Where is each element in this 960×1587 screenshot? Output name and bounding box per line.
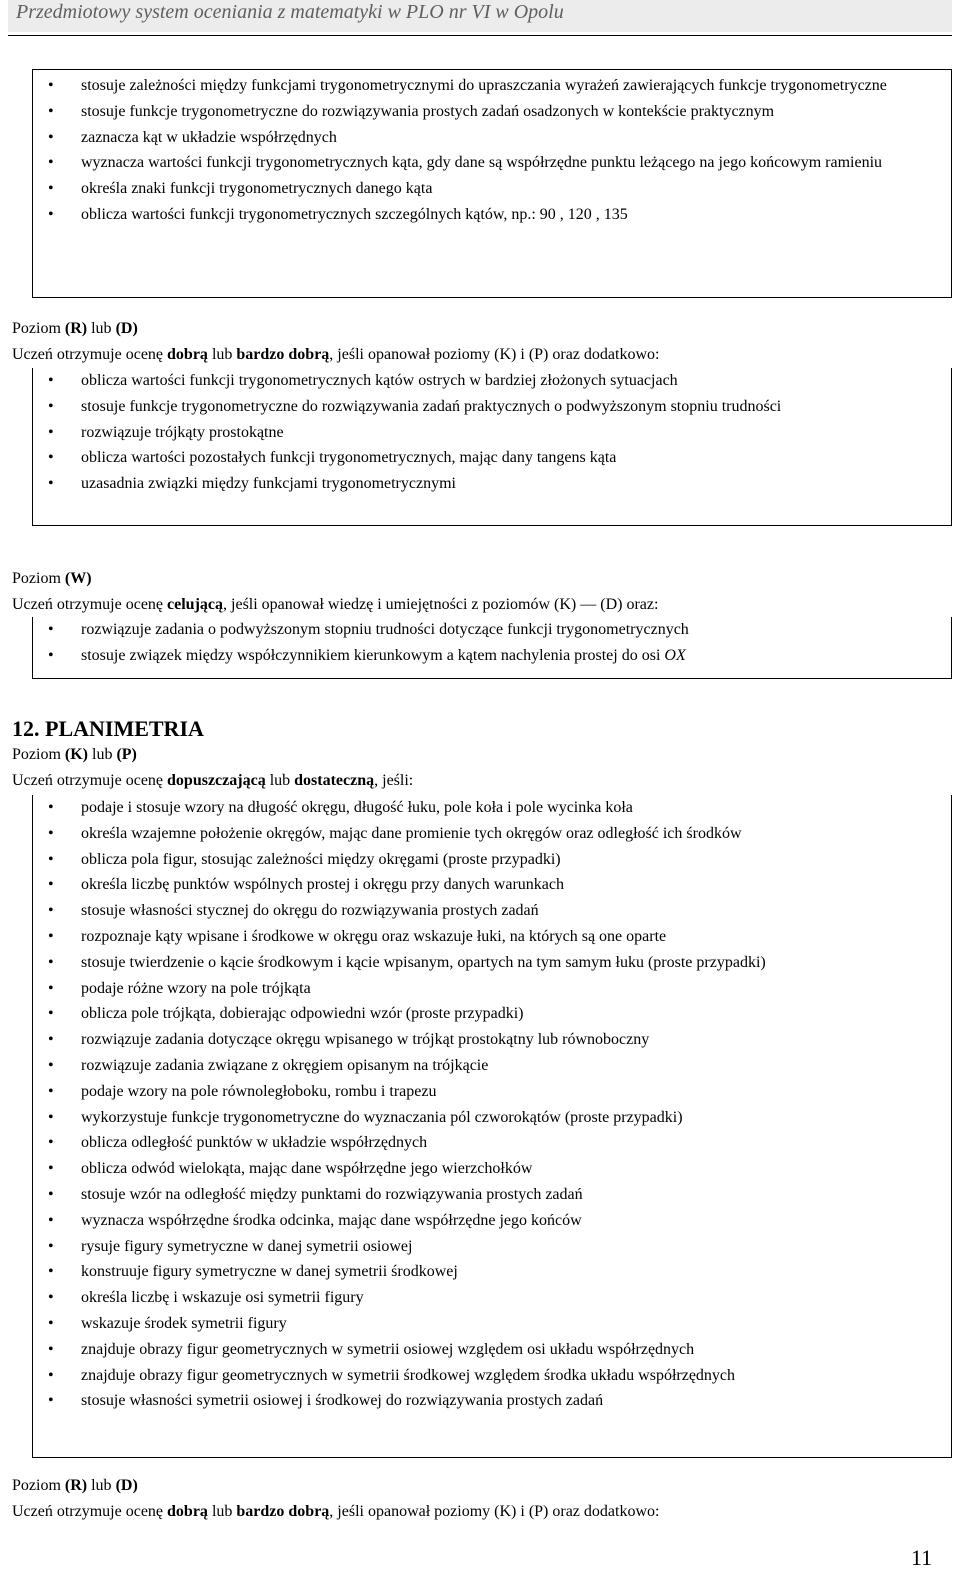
page-header xyxy=(8,0,952,32)
rd-skills-list xyxy=(33,368,951,497)
header-divider xyxy=(8,35,952,36)
list-item: • określa wzajemne położenie okręgów, mając dane promienie tych okręgów oraz odległość ich środków xyxy=(33,821,951,847)
bullet-icon: • xyxy=(48,180,54,198)
trig-skills-box xyxy=(32,69,952,298)
list-item: • rozpoznaje kąty wpisane i środkowe w okręgu oraz wskazuje łuki, na których są one oparte xyxy=(33,924,951,950)
list-item: • oblicza wartości funkcji trygonometrycznych kątów ostrych w bardziej złożonych sytuacjach xyxy=(33,368,951,394)
bullet-icon: • xyxy=(48,850,54,868)
bullet-icon: • xyxy=(48,475,54,493)
level-heading: Poziom (R) lub (D) xyxy=(12,320,138,337)
kp-skills-list xyxy=(33,795,951,1414)
bullet-icon: • xyxy=(48,1366,54,1384)
level-heading: Poziom (W) xyxy=(12,570,92,587)
list-item: • oblicza odwód wielokąta, mając dane współrzędne jego wierzchołków xyxy=(33,1156,951,1182)
bullet-icon: • xyxy=(48,953,54,971)
list-item: • oblicza odległość punktów w układzie współrzędnych xyxy=(33,1130,951,1156)
bullet-icon: • xyxy=(48,205,54,223)
bullet-icon: • xyxy=(48,77,54,94)
bullet-icon: • xyxy=(48,128,54,146)
list-item: • stosuje funkcje trygonometryczne do rozwiązywania zadań praktycznych o podwyższonym stopniu trudności xyxy=(33,394,951,420)
bullet-icon: • xyxy=(48,1314,54,1332)
bullet-icon: • xyxy=(48,621,54,638)
header-title: Przedmiotowy system oceniania z matematyki w PLO nr VI w Opolu xyxy=(16,1,564,23)
list-item: • rozwiązuje zadania związane z okręgiem opisanym na trójkącie xyxy=(33,1053,951,1079)
list-item: • znajduje obrazy figur geometrycznych w symetrii osiowej względem osi układu współrzędnych xyxy=(33,1337,951,1363)
list-item: • stosuje związek między współczynnikiem kierunkowym a kątem nachylenia prostej do osi OX xyxy=(33,643,951,669)
level-heading: Poziom (K) lub (P) xyxy=(12,746,137,763)
bullet-icon: • xyxy=(48,1005,54,1023)
list-item: • podaje i stosuje wzory na długość okręgu, długość łuku, pole koła i pole wycinka koła xyxy=(33,795,951,821)
list-item: • zaznacza kąt w układzie współrzędnych xyxy=(33,125,951,151)
bullet-icon: • xyxy=(48,1108,54,1126)
level-intro: Uczeń otrzymuje ocenę dopuszczającą lub dostateczną, jeśli: xyxy=(12,772,414,789)
bullet-icon: • xyxy=(48,1289,54,1307)
list-item: • znajduje obrazy figur geometrycznych w symetrii środkowej względem środka układu współrzędnych xyxy=(33,1363,951,1389)
list-item: • rozwiązuje trójkąty prostokątne xyxy=(33,420,951,446)
level-intro: Uczeń otrzymuje ocenę dobrą lub bardzo dobrą, jeśli opanował poziomy (K) i (P) oraz dodatkowo: xyxy=(12,1503,660,1520)
bullet-icon: • xyxy=(48,979,54,997)
list-item: • określa liczbę punktów wspólnych prostej i okręgu przy danych warunkach xyxy=(33,872,951,898)
list-item: • określa znaki funkcji trygonometrycznych danego kąta xyxy=(33,176,951,202)
rd-skills-box xyxy=(32,368,952,526)
bullet-icon: • xyxy=(48,1031,54,1049)
bullet-icon: • xyxy=(48,1082,54,1100)
bullet-icon: • xyxy=(48,423,54,441)
bullet-icon: • xyxy=(48,102,54,120)
bullet-icon: • xyxy=(48,1237,54,1255)
bullet-icon: • xyxy=(48,154,54,172)
bullet-icon: • xyxy=(48,876,54,894)
list-item: • oblicza pole trójkąta, dobierając odpowiedni wzór (proste przypadki) xyxy=(33,1001,951,1027)
list-item: • rozwiązuje zadania dotyczące okręgu wpisanego w trójkąt prostokątny lub równoboczny xyxy=(33,1027,951,1053)
list-item: • oblicza wartości funkcji trygonometrycznych szczególnych kątów, np.: 90 , 120 , 135 xyxy=(33,202,951,228)
list-item: • rozwiązuje zadania o podwyższonym stopniu trudności dotyczące funkcji trygonometrycznych xyxy=(33,617,951,643)
list-item: • podaje różne wzory na pole trójkąta xyxy=(33,976,951,1002)
level-heading: Poziom (R) lub (D) xyxy=(12,1477,138,1494)
trig-skills-list xyxy=(33,70,951,228)
list-item: • stosuje własności stycznej do okręgu do rozwiązywania prostych zadań xyxy=(33,898,951,924)
bullet-icon: • xyxy=(48,1056,54,1074)
list-item: • konstruuje figury symetryczne w danej symetrii środkowej xyxy=(33,1259,951,1285)
bullet-icon: • xyxy=(48,372,54,389)
list-item: • wyznacza współrzędne środka odcinka, mając dane współrzędne jego końców xyxy=(33,1208,951,1234)
bullet-icon: • xyxy=(48,1263,54,1281)
list-item: • wykorzystuje funkcje trygonometryczne do wyznaczania pól czworokątów (proste przypadki) xyxy=(33,1105,951,1131)
kp-skills-box xyxy=(32,795,952,1458)
bullet-icon: • xyxy=(48,449,54,467)
list-item: • wskazuje środek symetrii figury xyxy=(33,1311,951,1337)
bullet-icon: • xyxy=(48,1134,54,1152)
bullet-icon: • xyxy=(48,902,54,920)
section-title: 12. PLANIMETRIA xyxy=(12,716,204,741)
bullet-icon: • xyxy=(48,927,54,945)
bullet-icon: • xyxy=(48,1340,54,1358)
level-intro: Uczeń otrzymuje ocenę celującą, jeśli opanował wiedzę i umiejętności z poziomów (K) — (D) oraz: xyxy=(12,596,659,613)
bullet-icon: • xyxy=(48,1211,54,1229)
list-item: • stosuje wzór na odległość między punktami do rozwiązywania prostych zadań xyxy=(33,1182,951,1208)
list-item: • rysuje figury symetryczne w danej symetrii osiowej xyxy=(33,1234,951,1260)
w-skills-list xyxy=(33,617,951,669)
list-item: • wyznacza wartości funkcji trygonometrycznych kąta, gdy dane są współrzędne punktu leżącego na jego końcowym ramieniu xyxy=(33,150,951,176)
list-item: • stosuje twierdzenie o kącie środkowym i kącie wpisanym, opartych na tym samym łuku (proste przypadki) xyxy=(33,950,951,976)
bullet-icon: • xyxy=(48,397,54,415)
bullet-icon: • xyxy=(48,799,54,816)
w-skills-box xyxy=(32,617,952,679)
bullet-icon: • xyxy=(48,1392,54,1410)
page-number: 11 xyxy=(911,1545,933,1570)
bullet-icon: • xyxy=(48,1185,54,1203)
list-item: • określa liczbę i wskazuje osi symetrii figury xyxy=(33,1285,951,1311)
bullet-icon: • xyxy=(48,646,54,664)
list-item: • oblicza pola figur, stosując zależności między okręgami (proste przypadki) xyxy=(33,847,951,873)
list-item: • uzasadnia związki między funkcjami trygonometrycznymi xyxy=(33,471,951,497)
bullet-icon: • xyxy=(48,824,54,842)
list-item: • stosuje zależności między funkcjami trygonometrycznymi do upraszczania wyrażeń zawierających funkcje trygonometryczne xyxy=(33,73,951,99)
list-item: • oblicza wartości pozostałych funkcji trygonometrycznych, mając dany tangens kąta xyxy=(33,445,951,471)
list-item: • stosuje funkcje trygonometryczne do rozwiązywania prostych zadań osadzonych w kontekście praktycznym xyxy=(33,99,951,125)
list-item: • stosuje własności symetrii osiowej i środkowej do rozwiązywania prostych zadań xyxy=(33,1388,951,1414)
bullet-icon: • xyxy=(48,1160,54,1178)
level-intro: Uczeń otrzymuje ocenę dobrą lub bardzo dobrą, jeśli opanował poziomy (K) i (P) oraz dodatkowo: xyxy=(12,346,660,363)
list-item: • podaje wzory na pole równoległoboku, rombu i trapezu xyxy=(33,1079,951,1105)
